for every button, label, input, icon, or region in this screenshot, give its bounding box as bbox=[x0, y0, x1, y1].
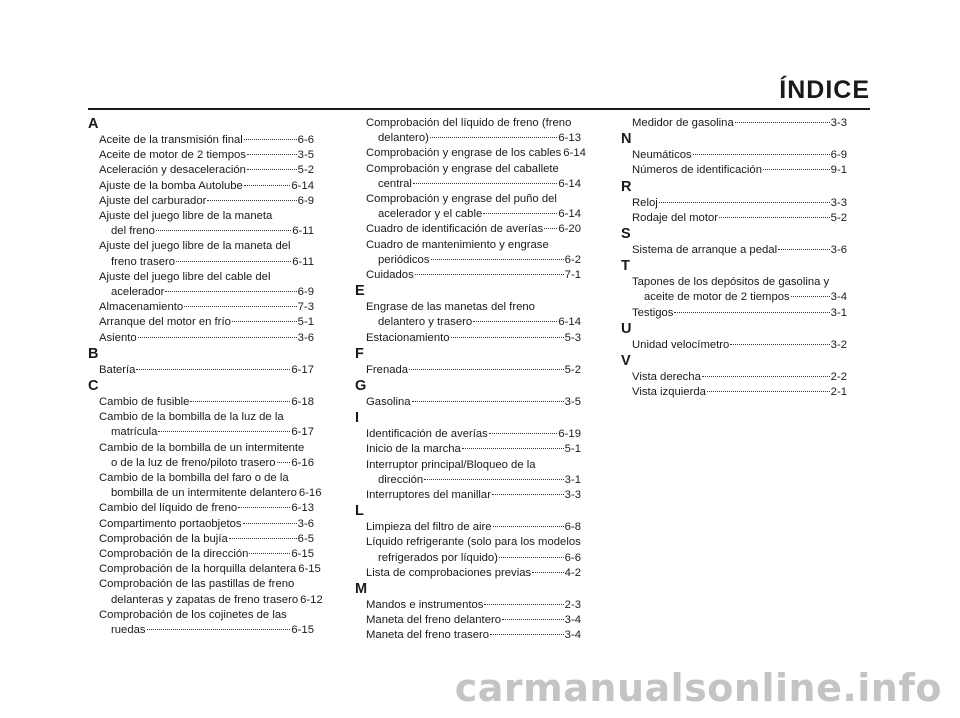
index-column-1 bbox=[88, 116, 323, 638]
entry-text: central bbox=[378, 177, 412, 190]
entry-page: 3-6 bbox=[830, 244, 847, 257]
entry-page: 3-5 bbox=[297, 149, 314, 162]
dot-leader bbox=[409, 368, 564, 370]
entry-text: Interruptores del manillar bbox=[366, 489, 491, 502]
entry-page: 6-8 bbox=[564, 521, 581, 534]
entry-page: 6-16 bbox=[291, 456, 314, 469]
dot-leader bbox=[238, 506, 290, 508]
entry-text: Comprobación del líquido de freno (freno bbox=[366, 117, 572, 129]
dot-leader bbox=[431, 258, 564, 260]
entry-text: Comprobación de la dirección bbox=[99, 548, 249, 561]
entry-text: dirección bbox=[378, 473, 424, 486]
watermark: carmanualsonline.info bbox=[454, 666, 942, 710]
index-letter: C bbox=[88, 378, 99, 395]
entry-page: 5-2 bbox=[564, 363, 581, 376]
dot-leader bbox=[693, 153, 830, 155]
entry-page: 6-15 bbox=[291, 624, 314, 637]
entry-text: Unidad velocímetro bbox=[632, 338, 730, 351]
entry-page: 6-14 bbox=[558, 208, 581, 221]
entry-page: 6-14 bbox=[291, 179, 314, 192]
index-entry bbox=[355, 222, 581, 237]
entry-text: Vista izquierda bbox=[632, 386, 706, 399]
dot-leader bbox=[184, 305, 297, 307]
entry-page: 3-4 bbox=[564, 614, 581, 627]
entry-page: 6-15 bbox=[291, 548, 314, 561]
entry-text: acelerador y el cable bbox=[378, 208, 483, 221]
entry-text: acelerador bbox=[111, 286, 165, 299]
entry-page: 6-9 bbox=[830, 149, 847, 162]
entry-text: Mandos e instrumentos bbox=[366, 599, 484, 612]
entry-text: del freno bbox=[111, 225, 155, 238]
entry-text: periódicos bbox=[378, 253, 430, 266]
entry-text: Reloj bbox=[632, 196, 658, 209]
entry-text: Compartimento portaobjetos bbox=[99, 517, 242, 530]
index-entry bbox=[355, 192, 581, 222]
entry-text: Ajuste del juego libre de la maneta del bbox=[99, 240, 291, 253]
index-entry bbox=[88, 133, 314, 148]
dot-leader bbox=[147, 628, 291, 630]
dot-leader bbox=[730, 343, 829, 345]
entry-page: 6-17 bbox=[291, 426, 314, 439]
entry-page: 6-9 bbox=[297, 286, 314, 299]
index-entry bbox=[621, 116, 847, 131]
entry-page: 3-1 bbox=[564, 473, 581, 486]
entry-text: Números de identificación bbox=[632, 164, 762, 177]
index-entry bbox=[88, 395, 314, 410]
entry-text: delantero) bbox=[378, 132, 429, 145]
entry-text: Ajuste del carburador bbox=[99, 194, 207, 207]
index-letter: M bbox=[355, 581, 368, 598]
entry-page: 6-16 bbox=[298, 487, 322, 500]
dot-leader bbox=[483, 212, 557, 214]
index-entry bbox=[355, 395, 581, 410]
index-entry bbox=[88, 471, 322, 501]
index-entry bbox=[355, 427, 581, 442]
dot-leader bbox=[532, 571, 564, 573]
entry-text: Ajuste del juego libre del cable del bbox=[99, 270, 271, 283]
dot-leader bbox=[473, 320, 557, 322]
dot-leader bbox=[247, 153, 297, 155]
dot-leader bbox=[674, 311, 829, 313]
entry-text: Vista derecha bbox=[632, 371, 701, 384]
entry-page: 3-3 bbox=[564, 489, 581, 502]
dot-leader bbox=[451, 336, 564, 338]
entry-page: 6-12 bbox=[300, 593, 323, 606]
entry-page: 6-19 bbox=[558, 428, 581, 441]
entry-text: Cambio de la bombilla de un intermitente bbox=[99, 441, 305, 454]
entry-page: 6-6 bbox=[297, 134, 314, 146]
entry-text: Maneta del freno delantero bbox=[366, 614, 502, 627]
dot-leader bbox=[190, 400, 290, 402]
dot-leader bbox=[243, 522, 297, 524]
entry-text: matrícula bbox=[111, 426, 158, 439]
index-letter: N bbox=[621, 131, 632, 148]
title-rule bbox=[88, 108, 870, 110]
entry-text: Cambio de fusible bbox=[99, 396, 190, 409]
dot-leader bbox=[249, 552, 290, 554]
index-entry bbox=[355, 300, 581, 330]
dot-leader bbox=[247, 168, 297, 170]
index-column-2 bbox=[355, 116, 586, 644]
index-entry bbox=[88, 517, 314, 532]
index-entry bbox=[621, 275, 847, 305]
entry-text: Maneta del freno trasero bbox=[366, 629, 490, 642]
entry-text: Identificación de averías bbox=[366, 428, 488, 441]
dot-leader bbox=[502, 618, 564, 620]
entry-text: Gasolina bbox=[366, 396, 411, 409]
index-entry bbox=[88, 315, 314, 330]
entry-page: 2-2 bbox=[830, 371, 847, 384]
entry-text: ruedas bbox=[111, 624, 146, 637]
index-entry bbox=[88, 363, 314, 378]
entry-text: Aceleración y desaceleración bbox=[99, 164, 246, 177]
dot-leader bbox=[232, 320, 297, 322]
index-entry bbox=[355, 520, 581, 535]
dot-leader bbox=[176, 260, 291, 262]
index-entry bbox=[621, 385, 847, 400]
index-entry bbox=[355, 488, 581, 503]
index-entry bbox=[355, 162, 581, 192]
entry-text: Lista de comprobaciones previas bbox=[366, 566, 532, 579]
index-entry bbox=[621, 306, 847, 321]
entry-text: Aceite de motor de 2 tiempos bbox=[99, 149, 246, 162]
entry-page: 2-1 bbox=[830, 386, 847, 399]
index-entry bbox=[355, 331, 581, 346]
entry-text: Cuadro de identificación de averías bbox=[366, 223, 544, 236]
entry-text: Rodaje del motor bbox=[632, 211, 719, 224]
index-letter: R bbox=[621, 178, 632, 195]
index-letter: E bbox=[355, 283, 365, 300]
dot-leader bbox=[763, 168, 830, 170]
entry-page: 6-15 bbox=[298, 563, 321, 576]
index-entry bbox=[355, 238, 581, 268]
entry-text: Asiento bbox=[99, 331, 137, 344]
entry-page: 7-3 bbox=[297, 301, 314, 314]
index-letter: V bbox=[621, 353, 631, 370]
entry-page: 3-4 bbox=[564, 629, 581, 642]
entry-text: Comprobación de la horquilla delantera bbox=[99, 563, 297, 576]
entry-text: Líquido refrigerante (solo para los modelos bbox=[366, 536, 581, 549]
index-entry bbox=[88, 547, 314, 562]
entry-text: Comprobación de los cojinetes de las bbox=[99, 608, 287, 621]
index-entry bbox=[88, 532, 314, 547]
entry-text: Cambio de la bombilla del faro o de la bbox=[99, 472, 289, 485]
entry-page: 6-20 bbox=[558, 223, 581, 236]
index-entry bbox=[355, 116, 581, 146]
dot-leader bbox=[277, 461, 291, 463]
index-entry bbox=[88, 562, 321, 577]
dot-leader bbox=[229, 537, 297, 539]
dot-leader bbox=[158, 430, 290, 432]
entry-text: Medidor de gasolina bbox=[632, 117, 734, 129]
entry-text: bombilla de un intermitente delantero bbox=[111, 487, 297, 500]
index-column-3 bbox=[621, 116, 847, 400]
entry-text: Sistema de arranque a pedal bbox=[632, 244, 778, 257]
entry-text: Cambio de la bombilla de la luz de la bbox=[99, 411, 284, 424]
entry-text: Aceite de la transmisión final bbox=[99, 134, 243, 146]
index-entry bbox=[355, 628, 581, 643]
entry-text: Comprobación y engrase del puño del bbox=[366, 193, 557, 206]
index-entry bbox=[88, 270, 314, 300]
dot-leader bbox=[493, 525, 564, 527]
entry-page: 6-14 bbox=[563, 147, 586, 160]
index-entry bbox=[621, 338, 847, 353]
dot-leader bbox=[499, 556, 564, 558]
entry-text: delanteras y zapatas de freno trasero bbox=[111, 593, 299, 606]
entry-text: Interruptor principal/Bloqueo de la bbox=[366, 458, 536, 471]
index-entry bbox=[88, 608, 314, 638]
entry-page: 5-1 bbox=[564, 443, 581, 456]
index-entry bbox=[88, 148, 314, 163]
index-letter: F bbox=[355, 345, 364, 362]
entry-page: 5-2 bbox=[297, 164, 314, 177]
dot-leader bbox=[412, 400, 564, 402]
entry-text: Inicio de la marcha bbox=[366, 443, 461, 456]
index-entry bbox=[88, 577, 323, 607]
index-entry bbox=[88, 331, 314, 346]
dot-leader bbox=[138, 336, 297, 338]
entry-page: 3-3 bbox=[830, 196, 847, 209]
entry-page: 3-3 bbox=[830, 117, 847, 129]
entry-text: Comprobación de la bujía bbox=[99, 532, 228, 545]
index-letter: G bbox=[355, 378, 367, 395]
entry-page: 3-6 bbox=[297, 517, 314, 530]
entry-page: 6-18 bbox=[291, 396, 314, 409]
entry-page: 3-5 bbox=[564, 396, 581, 409]
dot-leader bbox=[156, 229, 291, 231]
entry-page: 2-3 bbox=[564, 599, 581, 612]
index-letter: L bbox=[355, 503, 364, 520]
dot-leader bbox=[659, 201, 830, 203]
index-entry bbox=[621, 243, 847, 258]
index-entry bbox=[88, 501, 314, 516]
dot-leader bbox=[244, 184, 291, 186]
entry-text: Ajuste de la bomba Autolube bbox=[99, 179, 243, 192]
index-entry bbox=[355, 566, 581, 581]
index-entry bbox=[355, 598, 581, 613]
index-entry bbox=[621, 370, 847, 385]
dot-leader bbox=[413, 182, 557, 184]
dot-leader bbox=[735, 121, 830, 123]
entry-text: Almacenamiento bbox=[99, 301, 184, 314]
dot-leader bbox=[207, 199, 296, 201]
dot-leader bbox=[165, 290, 296, 292]
entry-page: 9-1 bbox=[830, 164, 847, 177]
entry-text: Cuidados bbox=[366, 269, 414, 282]
entry-page: 5-3 bbox=[564, 331, 581, 344]
index-letter: I bbox=[355, 410, 360, 427]
entry-text: Arranque del motor en frío bbox=[99, 316, 231, 329]
entry-text: Cuadro de mantenimiento y engrase bbox=[366, 238, 549, 251]
index-entry bbox=[621, 211, 847, 226]
entry-page: 4-2 bbox=[564, 566, 581, 579]
index-letter: A bbox=[88, 116, 99, 132]
entry-page: 5-1 bbox=[297, 316, 314, 329]
index-letter: U bbox=[621, 320, 632, 337]
entry-text: Testigos bbox=[632, 306, 674, 319]
dot-leader bbox=[415, 273, 564, 275]
dot-leader bbox=[719, 216, 830, 218]
entry-page: 6-11 bbox=[292, 225, 314, 238]
entry-text: refrigerados por líquido) bbox=[378, 551, 498, 564]
entry-text: Comprobación de las pastillas de freno bbox=[99, 578, 295, 591]
entry-page: 6-5 bbox=[297, 532, 314, 545]
entry-text: Frenada bbox=[366, 363, 409, 376]
index-entry bbox=[88, 163, 314, 178]
dot-leader bbox=[778, 248, 830, 250]
entry-page: 7-1 bbox=[564, 269, 581, 282]
index-entry bbox=[88, 410, 314, 440]
entry-page: 3-1 bbox=[830, 306, 847, 319]
index-entry bbox=[88, 209, 314, 239]
index-entry bbox=[355, 268, 581, 283]
index-entry bbox=[621, 163, 847, 178]
entry-text: Limpieza del filtro de aire bbox=[366, 521, 492, 534]
entry-text: Engrase de las manetas del freno bbox=[366, 301, 535, 314]
index-entry bbox=[88, 441, 314, 471]
index-entry bbox=[88, 300, 314, 315]
entry-text: Batería bbox=[99, 363, 136, 376]
index-entry bbox=[355, 442, 581, 457]
entry-page: 6-14 bbox=[558, 177, 581, 190]
page-title: ÍNDICE bbox=[779, 76, 870, 104]
entry-page: 6-6 bbox=[564, 551, 581, 564]
entry-text: Cambio del líquido de freno bbox=[99, 502, 238, 515]
entry-page: 6-11 bbox=[292, 255, 314, 268]
entry-page: 5-2 bbox=[830, 211, 847, 224]
entry-text: o de la luz de freno/piloto trasero bbox=[111, 456, 276, 469]
index-letter: B bbox=[88, 345, 99, 362]
entry-text: aceite de motor de 2 tiempos bbox=[644, 291, 790, 304]
dot-leader bbox=[430, 136, 558, 138]
dot-leader bbox=[707, 390, 830, 392]
index-entry bbox=[355, 146, 586, 161]
dot-leader bbox=[490, 633, 564, 635]
dot-leader bbox=[544, 227, 557, 229]
entry-page: 3-2 bbox=[830, 338, 847, 351]
index-letter: T bbox=[621, 258, 630, 275]
index-entry bbox=[88, 239, 314, 269]
entry-page: 6-13 bbox=[558, 132, 581, 145]
dot-leader bbox=[791, 295, 830, 297]
entry-text: freno trasero bbox=[111, 255, 176, 268]
entry-page: 6-14 bbox=[558, 316, 581, 329]
entry-page: 3-4 bbox=[830, 291, 847, 304]
index-entry bbox=[355, 613, 581, 628]
entry-text: Ajuste del juego libre de la maneta bbox=[99, 210, 273, 223]
entry-text: delantero y trasero bbox=[378, 316, 473, 329]
entry-text: Neumáticos bbox=[632, 149, 692, 162]
entry-page: 6-2 bbox=[564, 253, 581, 266]
entry-text: Comprobación y engrase del caballete bbox=[366, 162, 559, 175]
index-letter: S bbox=[621, 226, 631, 243]
entry-text: Estacionamiento bbox=[366, 331, 450, 344]
index-entry bbox=[88, 179, 314, 194]
dot-leader bbox=[136, 368, 290, 370]
dot-leader bbox=[492, 493, 564, 495]
dot-leader bbox=[489, 432, 558, 434]
index-entry bbox=[355, 363, 581, 378]
dot-leader bbox=[702, 375, 830, 377]
dot-leader bbox=[244, 138, 297, 140]
entry-page: 6-9 bbox=[297, 194, 314, 207]
index-entry bbox=[355, 535, 581, 565]
index-entry bbox=[621, 196, 847, 211]
index-entry bbox=[355, 458, 581, 488]
dot-leader bbox=[484, 603, 563, 605]
entry-text: Tapones de los depósitos de gasolina y bbox=[632, 276, 830, 289]
entry-text: Comprobación y engrase de los cables bbox=[366, 147, 562, 160]
dot-leader bbox=[424, 478, 563, 480]
index-entry bbox=[621, 148, 847, 163]
entry-page: 3-6 bbox=[297, 331, 314, 344]
entry-page: 6-17 bbox=[291, 363, 314, 376]
entry-page: 6-13 bbox=[291, 502, 314, 515]
dot-leader bbox=[462, 447, 564, 449]
index-entry bbox=[88, 194, 314, 209]
